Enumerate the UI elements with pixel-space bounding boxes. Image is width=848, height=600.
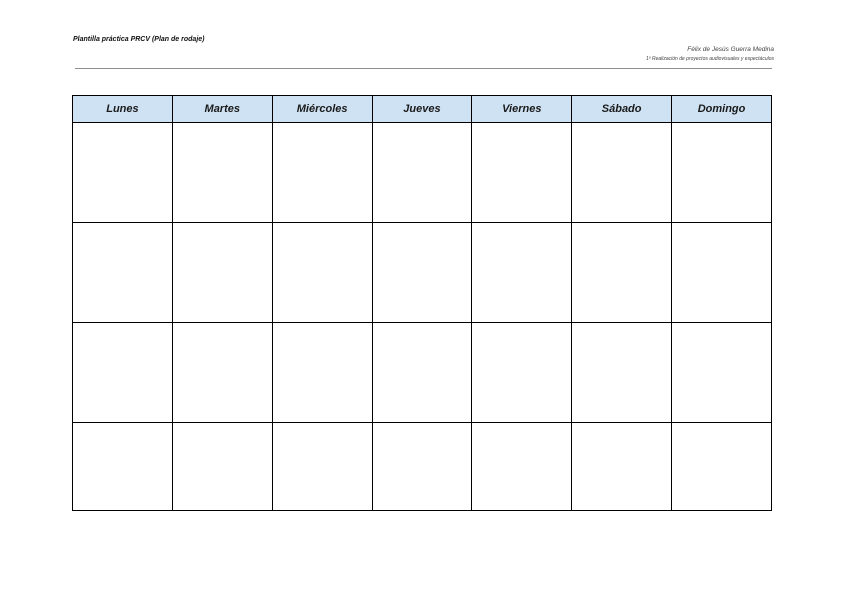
calendar-week-row-3 <box>73 323 772 423</box>
calendar-cell <box>572 323 672 423</box>
calendar-cell <box>272 423 372 511</box>
calendar-cell <box>172 423 272 511</box>
calendar-cell <box>472 123 572 223</box>
calendar-cell <box>73 323 173 423</box>
calendar-cell <box>272 123 372 223</box>
calendar-cell <box>672 423 772 511</box>
calendar-cell <box>172 123 272 223</box>
calendar-cell <box>372 423 472 511</box>
calendar-cell <box>372 123 472 223</box>
calendar-week-row-4 <box>73 423 772 511</box>
calendar-cell <box>572 423 672 511</box>
calendar-cell <box>73 123 173 223</box>
calendar-cell <box>272 223 372 323</box>
day-header-domingo: Domingo <box>672 96 772 123</box>
calendar-cell <box>73 423 173 511</box>
day-header-viernes: Viernes <box>472 96 572 123</box>
weekly-calendar-table <box>72 95 772 511</box>
day-header-sabado: Sábado <box>572 96 672 123</box>
calendar-week-row-2 <box>73 223 772 323</box>
calendar-cell <box>472 423 572 511</box>
day-header-martes: Martes <box>172 96 272 123</box>
calendar-cell <box>172 223 272 323</box>
calendar-cell <box>572 223 672 323</box>
author-name: Félix de Jesús Guerra Medina <box>687 46 774 53</box>
calendar-cell <box>472 223 572 323</box>
calendar-header-row <box>73 96 772 123</box>
day-header-jueves: Jueves <box>372 96 472 123</box>
calendar-cell <box>672 223 772 323</box>
calendar-cell <box>472 323 572 423</box>
day-header-lunes: Lunes <box>73 96 173 123</box>
calendar-cell <box>672 323 772 423</box>
calendar-week-row-1 <box>73 123 772 223</box>
calendar-cell <box>372 323 472 423</box>
header-divider <box>75 68 772 69</box>
calendar-cell <box>372 223 472 323</box>
calendar-cell <box>572 123 672 223</box>
calendar-cell <box>672 123 772 223</box>
course-name: 1º Realización de proyectos audiovisuales y espectáculos <box>645 56 774 62</box>
calendar-cell <box>73 223 173 323</box>
document-title: Plantilla práctica PRCV (Plan de rodaje) <box>73 36 205 43</box>
day-header-miercoles: Miércoles <box>272 96 372 123</box>
calendar-cell <box>172 323 272 423</box>
calendar-cell <box>272 323 372 423</box>
